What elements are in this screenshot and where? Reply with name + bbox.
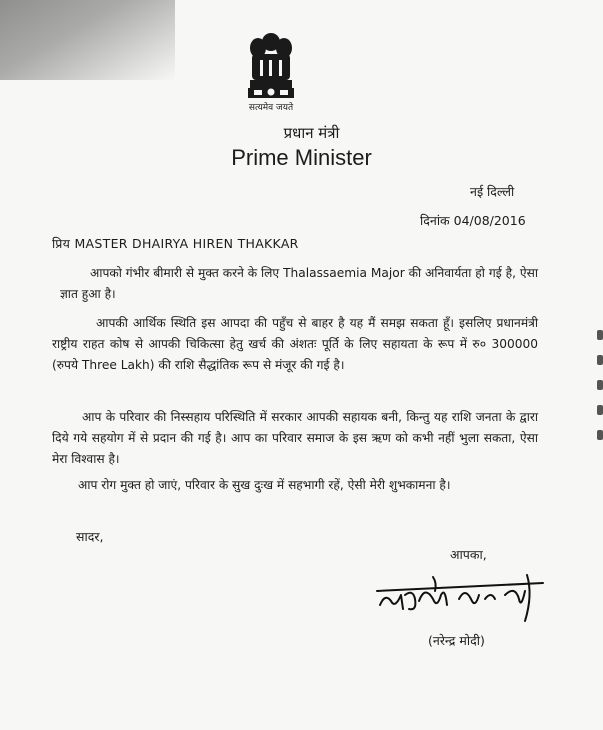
emblem-motto: सत्यमेव जयते [248, 103, 294, 113]
title-hindi: प्रधान मंत्री [283, 124, 340, 142]
scan-shadow [0, 0, 175, 80]
place: नई दिल्ली [470, 184, 515, 199]
national-emblem-icon [236, 30, 306, 110]
handwritten-signature [375, 565, 545, 623]
yours: आपका, [450, 547, 487, 562]
salutation: प्रिय MASTER DHAIRYA HIREN THAKKAR [52, 236, 299, 251]
date-line: दिनांक 04/08/2016 [420, 213, 526, 228]
paragraph-2: आपकी आर्थिक स्थिति इस आपदा की पहुँच से बाहर है यह मैं समझ सकता हूँ। इसलिए प्रधानमंत्री राष्ट्रीय राहत कोष से आपकी चिकित्सा हेतु खर्च की अंशतः पूर्ति के लिए सहायता के रूप में रु० 300000 (रुपये Three Lakh) की राशि सैद्धांतिक रूप से मंजूर की गई है। [52, 316, 538, 372]
closing: सादर, [76, 529, 104, 544]
signatory-name: (नरेन्द्र मोदी) [428, 633, 485, 648]
paragraph-4: आप रोग मुक्त हो जाएं, परिवार के सुख दुःख में सहभागी रहें, ऐसी मेरी शुभकामना है। [78, 478, 451, 492]
title-english: Prime Minister [231, 145, 372, 170]
paragraph-3: आप के परिवार की निस्सहाय परिस्थिति में सरकार आपकी सहायक बनी, किन्तु यह राशि जनता के द्वारा दिये गये सहयोग में से प्रदान की गई है। आप का परिवार समाज के इस ऋण को कभी नहीं भुला सकता, ऐसा मेरा विश्वास है। [52, 410, 538, 466]
scan-edge-marks [595, 330, 603, 450]
paragraph-1: आपको गंभीर बीमारी से मुक्त करने के लिए Thalassaemia Major की अनिवार्यता हो गई है, ऐसा ज्ञात हुआ है। [60, 266, 538, 301]
